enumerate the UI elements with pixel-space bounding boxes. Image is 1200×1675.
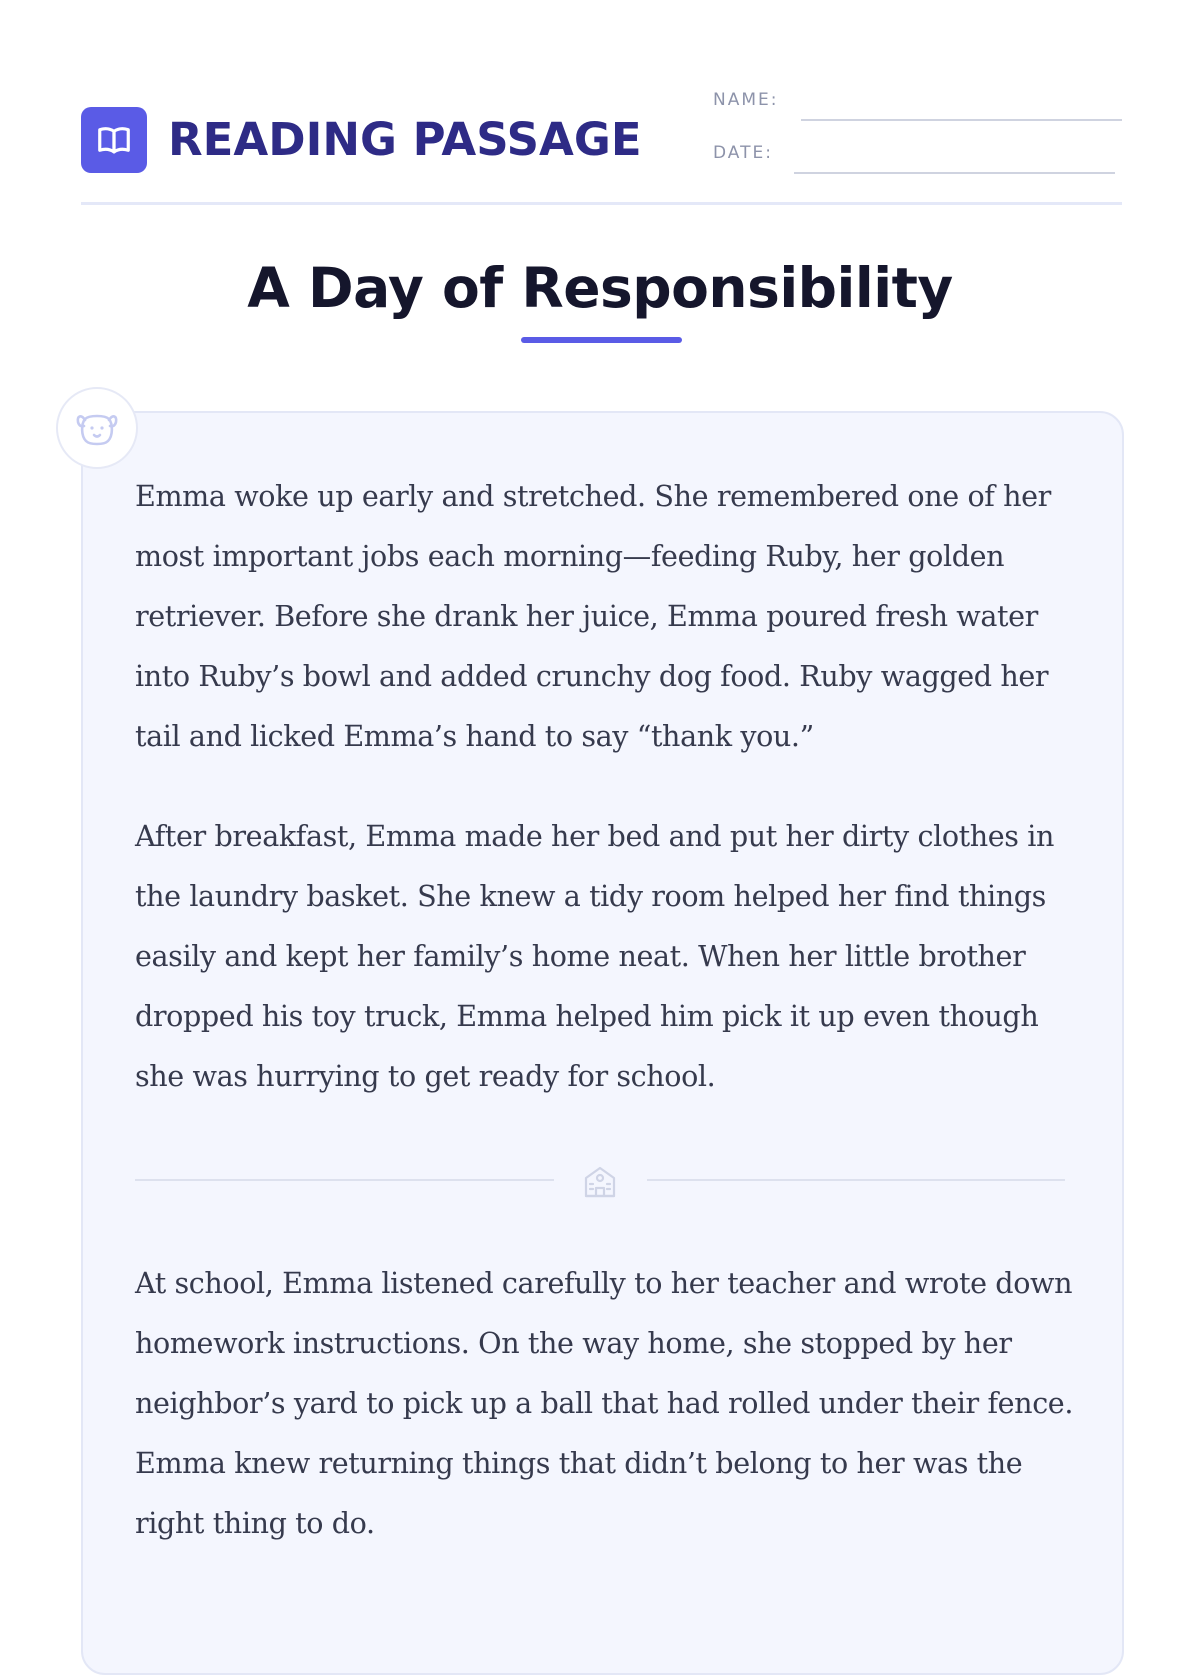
- date-field[interactable]: [794, 172, 1115, 174]
- title-underline: [521, 337, 682, 343]
- paragraph-3: At school, Emma listened carefully to her teacher and wrote down homework instructions. On the way home, she stopped by her neighbor’s yard to pick up a ball that had rolled under their fence. Emma knew returning things that didn’t belong to her was the right thing to do.: [135, 1266, 1074, 1540]
- brand-title: READING PASSAGE: [168, 113, 642, 166]
- section-divider-left: [135, 1179, 554, 1181]
- paragraph-1: Emma woke up early and stretched. She remembered one of her most important jobs each morning—feeding Ruby, her golden retriever. Before she drank her juice, Emma poured fresh water into Ruby’s bowl and added crunchy dog food. Ruby wagged her tail and licked Emma’s hand to say “thank you.”: [135, 479, 1051, 753]
- open-book-icon: [81, 107, 147, 173]
- paragraph-2: After breakfast, Emma made her bed and put her dirty clothes in the laundry basket. She knew a tidy room helped her find things easily and kept her family’s home neat. When her little brother dropped his toy truck, Emma helped him pick it up even though she was hurrying to get ready for school.: [135, 819, 1054, 1093]
- date-label: DATE:: [713, 143, 773, 163]
- section-divider-right: [647, 1179, 1065, 1181]
- name-label: NAME:: [713, 90, 779, 110]
- school-icon: [580, 1160, 620, 1200]
- passage-title: A Day of Responsibility: [247, 256, 953, 320]
- name-field[interactable]: [801, 119, 1122, 121]
- dog-face-icon: [56, 387, 138, 469]
- worksheet-header: [81, 76, 1122, 205]
